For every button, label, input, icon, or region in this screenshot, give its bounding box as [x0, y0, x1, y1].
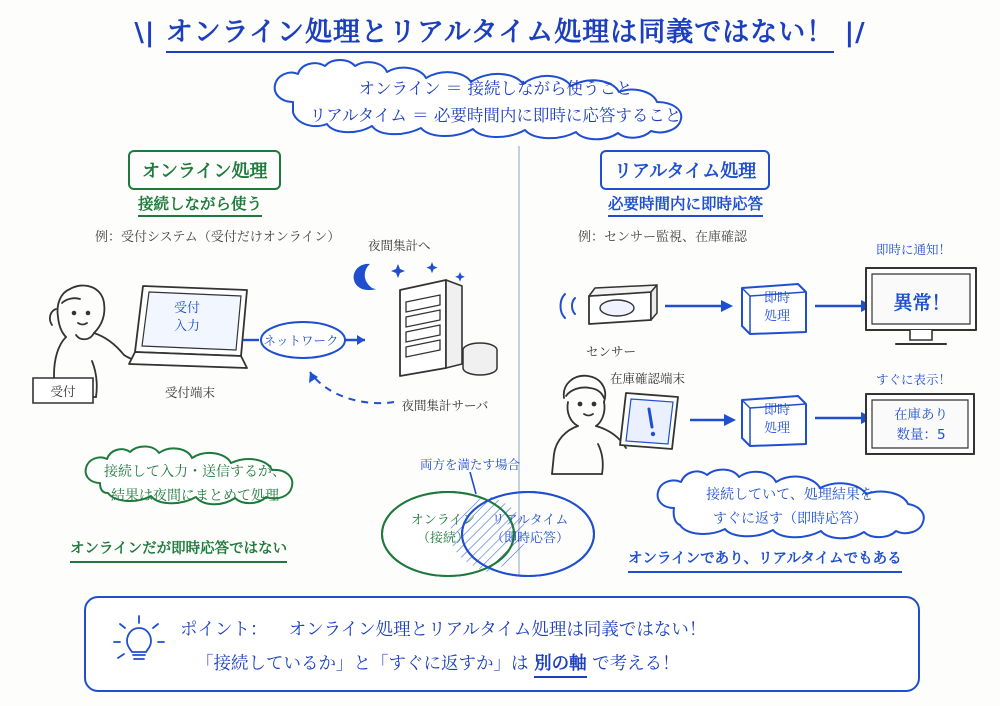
venn-right-line-2: （即時応答）	[490, 531, 569, 546]
left-heading-box	[128, 150, 281, 190]
point-line-2	[196, 650, 680, 675]
process-2-line-2: 処理	[763, 421, 790, 436]
point-label: ポイント：	[180, 620, 268, 640]
lightbulb-icon	[108, 608, 170, 670]
stock-monitor-text	[868, 405, 974, 445]
server-caption: 夜間集計サーバ	[401, 398, 489, 413]
right-heading-box	[600, 150, 770, 190]
left-note-line-1: 接続して入力・送信するが、	[104, 464, 286, 480]
sensor-device-icon	[555, 278, 665, 338]
venn-left-line-2: （接続）	[416, 531, 469, 546]
left-conclusion: オンラインだが即時応答ではない	[70, 537, 287, 563]
display-label: すぐに表示！	[876, 372, 952, 387]
terminal-screen-text	[152, 300, 222, 336]
terminal-screen-line-1: 受付	[173, 301, 200, 316]
left-note-cloud	[70, 443, 320, 521]
process-1-line-2: 処理	[763, 309, 790, 324]
right-heading-text: リアルタイム処理	[600, 150, 770, 190]
left-example: 例：受付システム（受付だけオンライン）	[95, 230, 341, 245]
point-line-1	[180, 616, 706, 641]
left-note-line-2: 結果は夜間にまとめて処理	[111, 488, 279, 504]
tablet-to-process-arrow-icon	[690, 410, 740, 430]
dashed-return-arrow-icon	[290, 350, 410, 410]
process-box-1-text	[742, 290, 812, 326]
venn-right-line-1: リアルタイム	[491, 513, 569, 528]
page-title	[0, 10, 1000, 49]
network-label: ネットワーク	[263, 333, 339, 348]
right-note-line-1: 接続していて、処理結果を	[706, 487, 874, 503]
left-heading-text: オンライン処理	[128, 150, 281, 190]
stock-check-tablet-icon	[616, 387, 688, 457]
venn-left-line-1: オンライン	[410, 513, 476, 528]
terminal-caption: 受付端末	[164, 385, 215, 400]
alert-text: 異常！	[893, 292, 951, 314]
right-example: 例：センサー監視、在庫確認	[578, 230, 748, 245]
notify-label: 即時に通知！	[876, 242, 952, 257]
sensor-to-process-arrow-icon	[665, 296, 737, 316]
point-line-1-text: オンライン処理とリアルタイム処理は同義ではない！	[288, 620, 707, 640]
definition-cloud	[233, 58, 758, 143]
page-title-text: オンライン処理とリアルタイム処理は同義ではない！	[166, 17, 835, 53]
definition-cloud-text	[233, 75, 758, 129]
stock-line-1: 在庫あり	[894, 407, 948, 423]
right-note-cloud-text	[640, 483, 940, 531]
night-batch-label: 夜間集計へ	[368, 238, 431, 253]
device-caption: 在庫確認端末	[610, 371, 686, 386]
venn-right-label	[475, 512, 585, 548]
stock-line-2: 数量：5	[896, 427, 946, 443]
process-1-line-1: 即時	[763, 291, 790, 306]
right-note-cloud	[640, 466, 940, 546]
definition-line-2: リアルタイム ＝ 必要時間内に即時に応答すること	[309, 106, 682, 125]
left-note-cloud-text	[70, 460, 320, 508]
terminal-screen-line-2: 入力	[173, 319, 200, 334]
process-2-line-1: 即時	[763, 403, 790, 418]
venn-caption: 両方を満たす場合	[419, 457, 520, 472]
point-line-2-emphasis: 別の軸	[534, 654, 587, 678]
point-summary-box	[84, 596, 920, 692]
right-subheading: 必要時間内に即時応答	[608, 192, 763, 214]
process-box-2-text	[742, 402, 812, 438]
title-right-slash: |/	[844, 18, 866, 48]
point-line-2-b: で考える！	[592, 654, 680, 674]
definition-line-1: オンライン ＝ 接続しながら使うこと	[358, 79, 633, 98]
right-conclusion: オンラインであり、リアルタイムでもある	[628, 547, 902, 573]
point-line-2-a: 「接続しているか」と「すぐに返すか」は	[196, 654, 529, 674]
sensor-caption: センサー	[585, 344, 636, 359]
left-subheading: 接続しながら使う	[138, 192, 262, 214]
reception-tag-label: 受付	[50, 384, 76, 399]
title-left-slash: \|	[134, 18, 156, 48]
right-note-line-2: すぐに返す（即時応答）	[713, 511, 867, 527]
